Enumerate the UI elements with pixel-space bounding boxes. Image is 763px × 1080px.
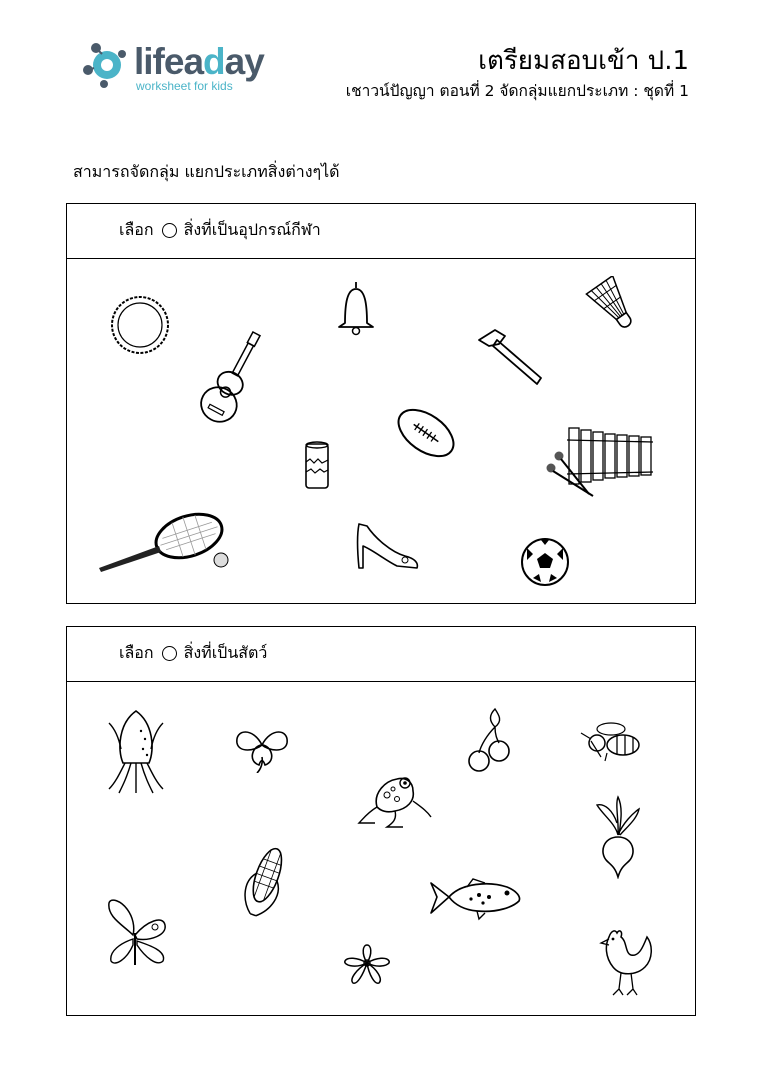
soccer-ball-icon[interactable] — [519, 536, 571, 588]
beetroot-icon[interactable] — [593, 795, 643, 879]
american-football-icon[interactable] — [393, 402, 459, 464]
flower-icon[interactable] — [337, 943, 397, 989]
section-label — [119, 641, 267, 665]
clover-icon[interactable] — [229, 721, 295, 773]
high-heel-shoe-icon[interactable] — [351, 520, 421, 572]
cherries-icon[interactable] — [465, 705, 511, 773]
butterfly-icon[interactable] — [103, 895, 171, 971]
rooster-icon[interactable] — [593, 923, 655, 999]
section-sports-equipment — [66, 203, 696, 604]
plate-icon[interactable] — [109, 294, 171, 356]
corn-icon[interactable] — [237, 837, 295, 921]
select-label: เลือก — [119, 643, 154, 662]
logo — [82, 38, 282, 98]
page-title: เตรียมสอบเข้า ป.1 — [478, 46, 689, 76]
frog-icon[interactable] — [357, 771, 433, 831]
logo-molecule-icon — [82, 40, 132, 90]
hammer-icon[interactable] — [475, 324, 547, 388]
section-animals — [66, 626, 696, 1016]
bell-icon[interactable] — [333, 279, 379, 337]
logo-wordmark: lifeaday — [134, 41, 264, 82]
select-label: เลือก — [119, 220, 154, 239]
guitar-icon[interactable] — [193, 326, 273, 430]
bee-icon[interactable] — [577, 719, 645, 763]
section-label-text: สิ่งที่เป็นสัตว์ — [183, 643, 268, 662]
logo-tagline: worksheet for kids — [136, 79, 233, 93]
tennis-racket-icon[interactable] — [97, 510, 233, 572]
section-header — [67, 627, 695, 682]
fish-icon[interactable] — [427, 875, 523, 921]
squid-icon[interactable] — [105, 709, 167, 795]
xylophone-icon[interactable] — [545, 426, 657, 498]
instruction-text: สามารถจัดกลุ่ม แยกประเภทสิ่งต่างๆได้ — [73, 162, 340, 181]
shuttlecock-icon[interactable] — [585, 276, 645, 338]
select-radio[interactable] — [162, 646, 177, 661]
section-label-text: สิ่งที่เป็นอุปกรณ์กีฬา — [183, 220, 321, 239]
section-header — [67, 204, 695, 259]
page-subtitle: เชาวน์ปัญญา ตอนที่ 2 จัดกลุ่มแยกประเภท : ชุดที่ 1 — [345, 82, 689, 100]
can-icon[interactable] — [303, 440, 331, 492]
select-radio[interactable] — [162, 223, 177, 238]
section-label — [119, 218, 321, 242]
